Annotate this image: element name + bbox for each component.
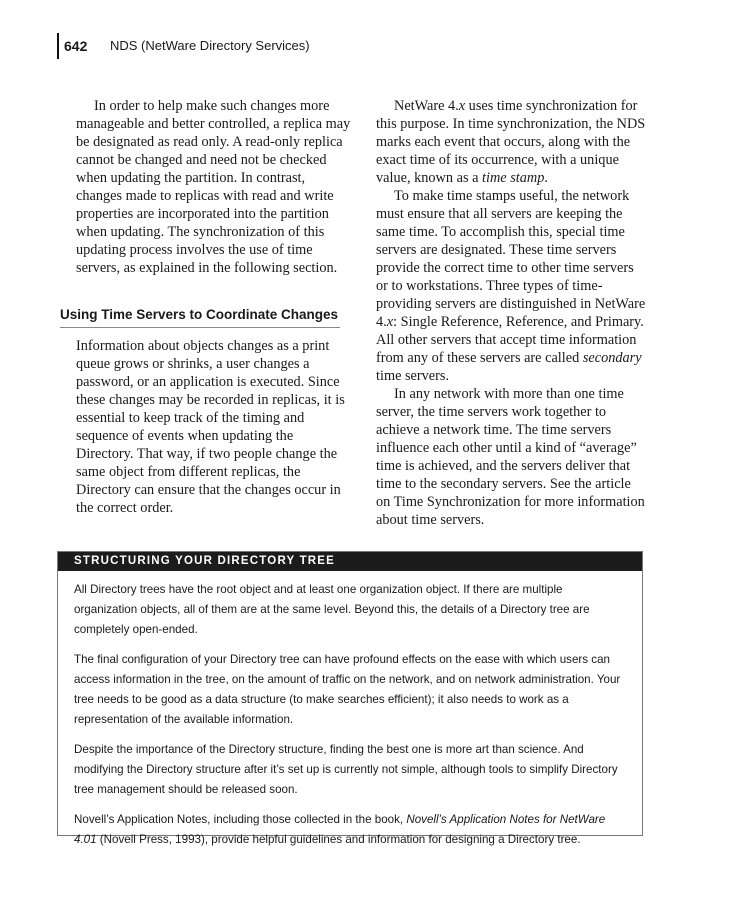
column-left-top <box>76 97 351 277</box>
sidebar-paragraph: The final configuration of your Directory tree can have profound effects on the ease with which users can access information in the tree, on the amount of traffic on the network, and on network administration. Your tree needs to be good as a data structure (to make searches efficient); it also needs to work as a representation of the available information. <box>74 653 621 726</box>
emphasis-time-stamp: time stamp <box>482 170 545 186</box>
section-heading: Using Time Servers to Coordinate Changes <box>60 307 340 328</box>
sidebar-paragraph: Despite the importance of the Directory structure, finding the best one is more art than science. And modifying the Directory structure after it’s set up is currently not simple, although tools to simplify Directory tree management should be released soon. <box>74 743 618 796</box>
sidebar-box <box>57 551 643 846</box>
sidebar-title: STRUCTURING YOUR DIRECTORY TREE <box>58 552 642 571</box>
emphasis-secondary: secondary <box>582 350 642 366</box>
header-rule <box>57 33 59 59</box>
paragraph-time-servers: To make time stamps useful, the network must ensure that all servers are keeping the same time. To accomplish this, special time servers are designated. These time servers provide the correct time to other time servers or to workstations. Three types of time-providing servers are distinguished in NetWare 4.x: Single Reference, Reference, and Primary. All other servers that accept time information from any of these servers are called secondary time servers. <box>376 188 646 384</box>
paragraph-time-synchronization: NetWare 4.x uses time synchronization for this purpose. In time synchronization, the NDS marks each event that occurs, along with the exact time of its occurrence, with a unique value, known as a time stamp. <box>376 98 646 186</box>
column-right <box>376 97 648 529</box>
paragraph-network-time: In any network with more than one time server, the time servers work together to achieve a network time. The time servers influence each other until a kind of “average” time is achieved, and the servers deliver that time to the secondary servers. See the article on Time Synchronization for more information about time servers. <box>376 386 645 528</box>
sidebar-paragraph: Novell’s Application Notes, including those collected in the book, Novell’s Application Notes for NetWare 4.01 (Novell Press, 1993), provide helpful guidelines and information for designing a Directory tree. <box>74 813 606 846</box>
sidebar-body <box>58 571 642 850</box>
page-number: 642 <box>64 38 88 54</box>
running-title: NDS (NetWare Directory Services) <box>110 38 310 53</box>
paragraph-object-changes: Information about objects changes as a print queue grows or shrinks, a user changes a password, or an application is executed. Since these changes may be recorded in replicas, it is essential to keep track of the timing and sequence of events when updating the Directory. That way, if two people change the same object from different replicas, the Directory can ensure that the changes occur in the correct order. <box>76 338 345 516</box>
book-title: Novell’s Application Notes for NetWare 4.01 <box>74 813 606 846</box>
running-header <box>57 33 357 59</box>
paragraph-read-only-replicas: In order to help make such changes more manageable and better controlled, a replica may be designated as read only. A read-only replica cannot be changed and need not be checked when updating the partition. In contrast, changes made to replicas with read and write properties are incorporated into the partition when updating. The synchronization of this updating process involves the use of time servers, as explained in the following section. <box>76 98 351 276</box>
sidebar-paragraph: All Directory trees have the root object and at least one organization object. If there are multiple organization objects, all of them are at the same level. Beyond this, the details of a Directory tree are completely open-ended. <box>74 583 590 636</box>
column-left-bottom <box>76 337 351 517</box>
